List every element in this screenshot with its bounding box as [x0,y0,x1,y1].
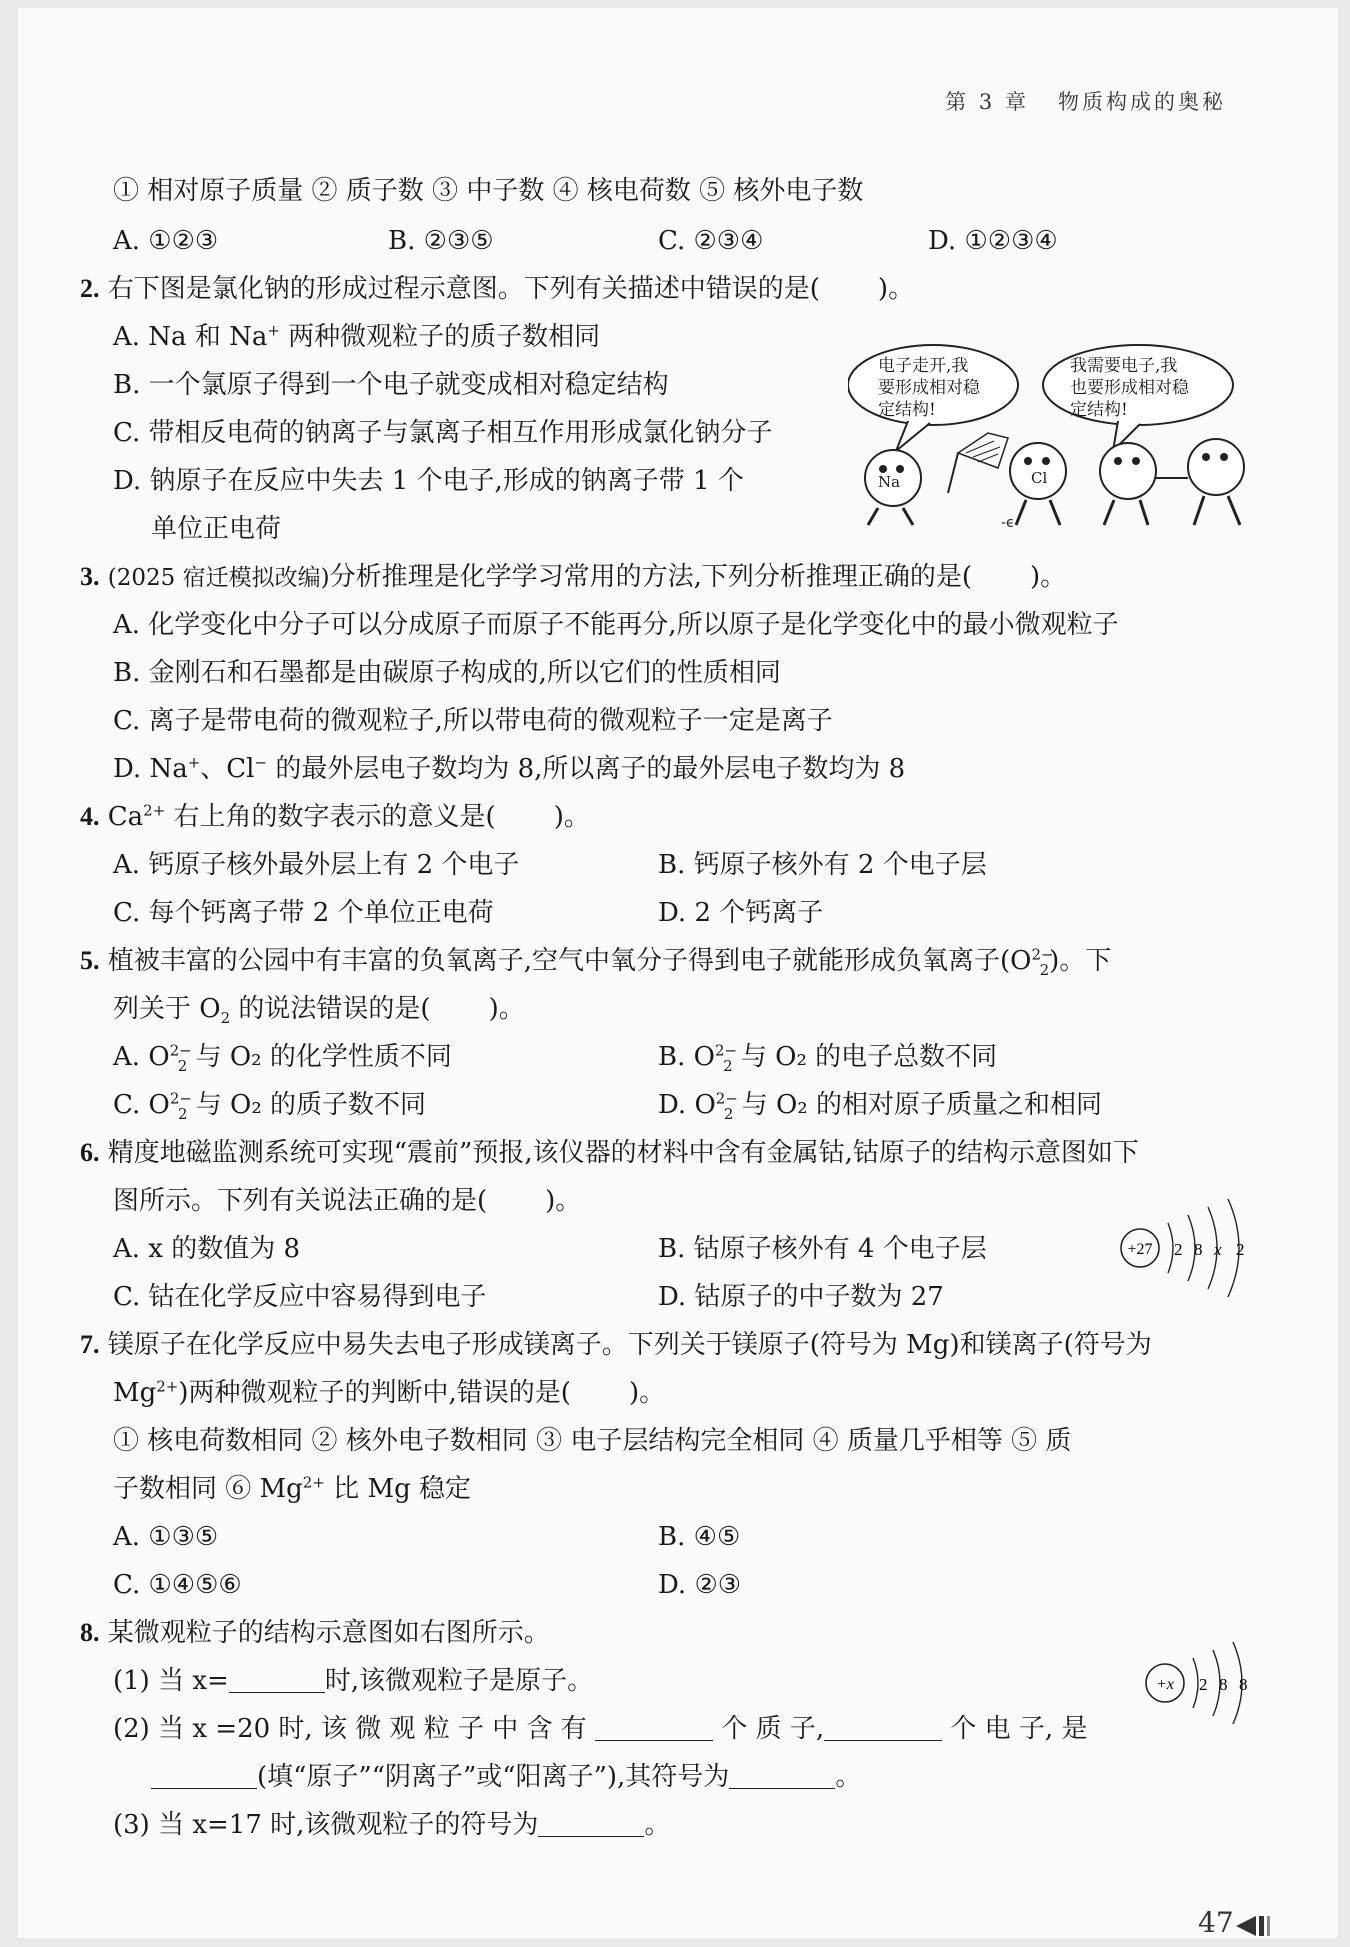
q5-option-b: B. $O^{2-}_2$ 与 O₂ 的电子总数不同 [658,1041,998,1076]
q1-option-d: D. ①②③④ [928,226,1058,256]
q4-option-c: C. 每个钙离子带 2 个单位正电荷 [113,898,494,928]
q8-part3: (3) 当 x=17 时,该微观粒子的符号为 。 [113,1810,671,1840]
q6-option-a: A. x 的数值为 8 [113,1234,301,1264]
q7-number: 7. [80,1330,100,1359]
q3-stem: 3. (2025 宿迁模拟改编)分析推理是化学学习常用的方法,下列分析推理正确的是( )。 [80,562,1067,592]
q2-option-b: B. 一个氯原子得到一个电子就变成相对稳定结构 [113,370,669,400]
svg-text:-ϵ: -ϵ [1001,515,1015,531]
q3-option-d: D. Na+、Cl− 的最外层电子数均为 8,所以离子的最外层电子数均为 8 [113,753,906,784]
particle-shell-2: 8 [1219,1675,1228,1694]
bubble-na: 电子走开,我 要形成相对稳 定结构! [878,356,980,420]
q6-option-d: D. 钴原子的中子数为 27 [658,1282,944,1312]
q5-stem-line1: 5. 植被丰富的公园中有丰富的负氧离子,空气中氧分子得到电子就能形成负氧离子$(O^{2-}_2)$。下 [80,945,1112,980]
q4-option-d: D. 2 个钙离子 [658,898,824,928]
particle-shell-1: 2 [1199,1675,1208,1694]
q7-stem-line1: 7. 镁原子在化学反应中易失去电子形成镁离子。下列关于镁原子(符号为 Mg)和镁离子(符号为 [80,1330,1152,1360]
q8-stem: 8. 某微观粒子的结构示意图如右图所示。 [80,1618,550,1648]
q5-number: 5. [80,946,100,975]
q7-items-line2: 子数相同 ⑥ $Mg^{2+}$ 比 Mg 稳定 [113,1473,471,1504]
q8-answer-blank-2[interactable] [595,1712,713,1741]
nacl-formation-illustration [848,343,1268,533]
q8-answer-blank-5[interactable] [729,1760,835,1789]
q1-option-c: C. ②③④ [658,226,764,256]
page-header [945,86,1226,116]
page-number: 47 [1198,1906,1234,1939]
q6-option-c: C. 钴在化学反应中容易得到电子 [113,1282,487,1312]
q1-option-b: B. ②③⑤ [388,226,494,256]
q8-answer-blank-3[interactable] [824,1712,942,1741]
particle-structure-diagram [1143,1628,1273,1738]
page-arrow-icon [1236,1914,1276,1942]
q7-option-d: D. ②③ [658,1570,742,1600]
bubble-cl: 我需要电子,我 也要形成相对稳 定结构! [1070,356,1189,420]
q4-option-b: B. 钙原子核外有 2 个电子层 [658,850,987,880]
q2-option-c: C. 带相反电荷的钠离子与氯离子相互作用形成氯化钠分子 [113,418,773,448]
q7-option-b: B. ④⑤ [658,1522,741,1552]
q5-option-d: D. $O^{2-}_2$ 与 O₂ 的相对原子质量之和相同 [658,1089,1102,1124]
q5-option-a: A. $O^{2-}_2$ 与 O₂ 的化学性质不同 [113,1041,452,1076]
q8-part1: (1) 当 x= 时,该微观粒子是原子。 [113,1666,594,1696]
q2-option-d: D. 钠原子在反应中失去 1 个电子,形成的钠离子带 1 个 [113,466,744,496]
q6-option-b: B. 钴原子核外有 4 个电子层 [658,1234,987,1264]
q6-stem-line2: 图所示。下列有关说法正确的是( )。 [113,1186,582,1216]
q1-items: ① 相对原子质量 ② 质子数 ③ 中子数 ④ 核电荷数 ⑤ 核外电子数 [113,176,864,206]
q8-answer-blank-1[interactable] [229,1664,325,1693]
q7-items-line1: ① 核电荷数相同 ② 核外电子数相同 ③ 电子层结构完全相同 ④ 质量几乎相等 ⑤ 质 [113,1426,1072,1456]
q3-option-b: B. 金刚石和石墨都是由碳原子构成的,所以它们的性质相同 [113,658,781,688]
chapter-label: 第 3 章 [945,90,1029,114]
q8-part2: (2) 当 x =20 时, 该 微 观 粒 子 中 含 有 个 质 子, 个 电 子, 是 [113,1714,1088,1744]
cl-atom-label: Cl [1031,469,1048,487]
q5-stem-line2: 列关于 $O_2$ 的说法错误的是( )。 [113,994,525,1028]
q7-option-a: A. ①③⑤ [113,1522,219,1552]
q1-option-a: A. ①②③ [113,226,219,256]
q8-answer-blank-4[interactable] [151,1760,257,1789]
q6-stem-line1: 6. 精度地磁监测系统可实现“震前”预报,该仪器的材料中含有金属钴,钴原子的结构示意图如下 [80,1138,1139,1168]
particle-shell-3: 8 [1239,1675,1248,1694]
cobalt-shell-4: 2 [1236,1240,1245,1259]
cobalt-shell-1: 2 [1174,1240,1183,1259]
q6-number: 6. [80,1138,100,1167]
q5-option-c: C. $O^{2-}_2$ 与 O₂ 的质子数不同 [113,1089,427,1124]
workbook-page [18,8,1338,1938]
na-atom-label: Na [878,473,901,491]
particle-nucleus-label: +x [1156,1676,1174,1693]
cobalt-nucleus-label: +27 [1127,1241,1153,1258]
q8-answer-blank-6[interactable] [538,1808,644,1837]
cobalt-atom-diagram [1118,1193,1258,1303]
q8-number: 8. [80,1618,100,1647]
q7-stem-line2: $Mg^{2+}$)两种微观粒子的判断中,错误的是( )。 [113,1377,666,1408]
q3-option-c: C. 离子是带电荷的微观粒子,所以带电荷的微观粒子一定是离子 [113,706,833,736]
chapter-title: 物质构成的奥秘 [1058,90,1226,114]
cobalt-shell-2: 8 [1194,1240,1203,1259]
q2-number: 2. [80,274,100,303]
q7-option-c: C. ①④⑤⑥ [113,1570,242,1600]
q4-option-a: A. 钙原子核外最外层上有 2 个电子 [113,850,520,880]
q3-option-a: A. 化学变化中分子可以分成原子而原子不能再分,所以原子是化学变化中的最小微观粒子 [113,610,1119,640]
q4-number: 4. [80,802,100,831]
q3-number: 3. [80,562,100,591]
q8-part2-cont: (填“原子”“阴离子”或“阳离子”),其符号为 。 [151,1758,861,1796]
q4-stem: 4. $Ca^{2+}$ 右上角的数字表示的意义是( )。 [80,801,590,832]
q2-option-a: A. Na 和 Na+ 两种微观粒子的质子数相同 [113,321,601,352]
q2-stem: 2. 右下图是氯化钠的形成过程示意图。下列有关描述中错误的是( )。 [80,274,915,304]
cobalt-shell-3: x [1214,1240,1222,1259]
q2-option-d-cont: 单位正电荷 [151,514,282,544]
